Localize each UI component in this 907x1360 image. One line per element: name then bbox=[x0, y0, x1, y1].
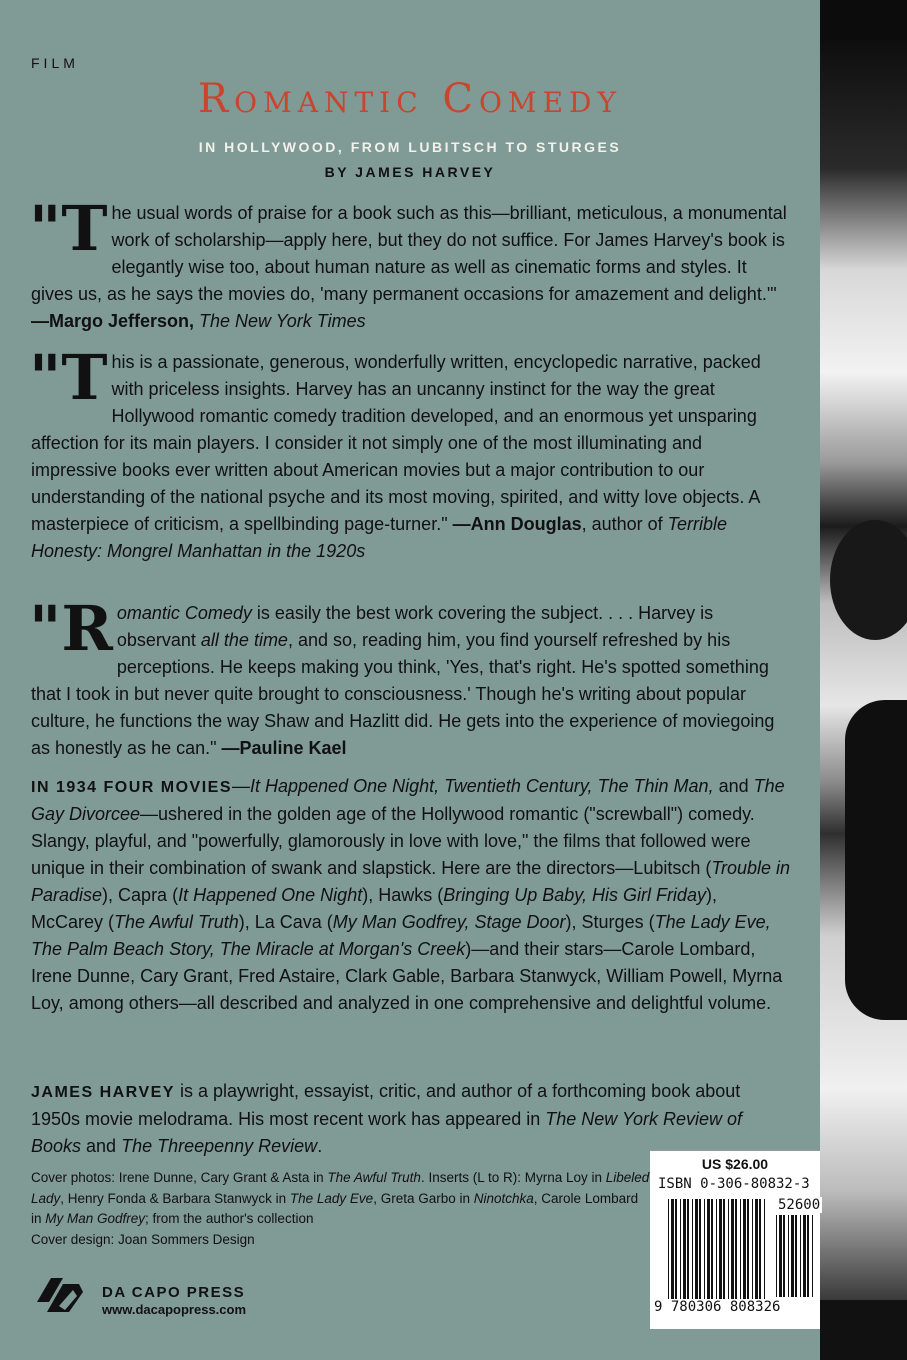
da-capo-logo-icon bbox=[33, 1272, 87, 1316]
book-title: Romantic Comedy bbox=[198, 76, 622, 122]
addon-barcode-bars bbox=[776, 1215, 816, 1297]
blurb-source: Terrible Honesty: Mongrel Manhattan in the 1920s bbox=[31, 514, 728, 561]
addon-code: 52600 bbox=[778, 1197, 821, 1213]
design-credit: Cover design: Joan Sommers Design bbox=[31, 1231, 255, 1247]
photo-shape bbox=[820, 1300, 907, 1360]
category-label: FILM bbox=[31, 55, 79, 71]
byline: BY JAMES HARVEY bbox=[324, 164, 496, 180]
cover-photo-strip bbox=[820, 0, 907, 1360]
blurb-attribution: —Margo Jefferson, bbox=[31, 311, 195, 331]
author-name: JAMES HARVEY bbox=[31, 1084, 175, 1101]
barcode-panel bbox=[650, 1150, 820, 1329]
isbn-number: ISBN 0-306-80832-3 bbox=[658, 1176, 810, 1192]
photo-gradient bbox=[820, 40, 907, 1320]
blurb-source: The New York Times bbox=[194, 311, 366, 331]
blurb-attribution: —Ann Douglas bbox=[452, 514, 582, 534]
quote-dropcap: "T bbox=[29, 192, 108, 265]
author-bio: JAMES HARVEY is a playwright, essayist, critic, and author of a forthcoming book about 1950s movie melodrama. His most recent work has appeared in The New York Review of Books and The Threepenny Review. bbox=[31, 1081, 743, 1156]
barcode-bars bbox=[668, 1199, 768, 1299]
publisher-name: DA CAPO PRESS bbox=[102, 1284, 246, 1301]
blurb-text: his is a passionate, generous, wonderfully written, encyclopedic narrative, packed with priceless insights. Harvey has an uncanny instinct for the way the great Hollywood romantic comedy tradition developed, and an enormous yet unsparing affection for its main players. I consider it not simply one of the most illuminating and impressive books ever written about American movies but a major contribution to our understanding of the national psyche and its most moving, spirited, and witty love objects. A masterpiece of criticism, a spellbinding page-turner." bbox=[31, 352, 761, 534]
quote-dropcap: "T bbox=[29, 341, 108, 414]
blurb-douglas: "T his is a passionate, generous, wonderfully written, encyclopedic narrative, packed with priceless insights. Harvey has an uncanny instinct for the way the great Hollywood romantic comedy tradition developed, and an enormous yet unsparing affection for its main players. I consider it not simply one of the most illuminating and impressive books ever written about American movies but a major contribution to our understanding of the national psyche and its most moving, spirited, and witty love objects. A masterpiece of criticism, a spellbinding page-turner." —Ann Douglas, author of Terrible Honesty: Mongrel Manhattan in the 1920s bbox=[29, 341, 761, 561]
book-subtitle: IN HOLLYWOOD, FROM LUBITSCH TO STURGES bbox=[198, 139, 622, 155]
photo-shape bbox=[845, 700, 907, 1020]
publisher-url: www.dacapopress.com bbox=[102, 1302, 247, 1317]
description-lead: IN 1934 FOUR MOVIES bbox=[31, 779, 232, 796]
blurb-jefferson bbox=[29, 192, 791, 335]
quote-dropcap: "R bbox=[29, 592, 113, 665]
ean-number: 9 780306 808326 bbox=[654, 1299, 781, 1315]
blurb-kael: "R omantic Comedy is easily the best work covering the subject. . . . Harvey is observant all the time, and so, reading him, you find yourself refreshed by his perceptions. He keeps making you think, 'Yes, that's right. He's spotted something that I took in but never quite brought to consciousness.' Though he's writing about popular culture, he functions the way Shaw and Hazlitt did. He gets into the experience of moviegoing as honestly as he can." —Pauline Kael bbox=[29, 592, 775, 758]
blurb-text: he usual words of praise for a book such as this—brilliant, meticulous, a monumental work of scholarship—apply here, but they do not suffice. For James Harvey's book is elegantly wise too, about human nature as well as cinematic forms and styles. It gives us, as he says the movies do, 'many permanent occasions for amazement and delight.'" bbox=[31, 203, 787, 304]
price-label: US $26.00 bbox=[701, 1156, 769, 1172]
photo-credits: Cover photos: Irene Dunne, Cary Grant & Asta in The Awful Truth. Inserts (L to R): Myrna Loy in Libeled Lady, Henry Fonda & Barbara Stanwyck in The Lady Eve, Greta Garbo in Ninotchka, Carole Lombard in My Man Godfrey; from the author's collection Cover design: Joan Sommers Design bbox=[31, 1170, 650, 1247]
blurb-attribution: —Pauline Kael bbox=[221, 738, 347, 758]
book-description: IN 1934 FOUR MOVIES—It Happened One Night, Twentieth Century, The Thin Man, and The Gay Divorcee—ushered in the golden age of the Hollywood romantic ("screwball") comedy. Slangy, playful, and "powerfully, glamorously in love with love," the films that followed were unique in their combination of swank and slapstick. Here are the directors—Lubitsch (Trouble in Paradise), Capra (It Happened One Night), Hawks (Bringing Up Baby, His Girl Friday), McCarey (The Awful Truth), La Cava (My Man Godfrey, Stage Door), Sturges (The Lady Eve, The Palm Beach Story, The Miracle at Morgan's Creek)—and their stars—Carole Lombard, Irene Dunne, Cary Grant, Fred Astaire, Clark Gable, Barbara Stanwyck, William Powell, Myrna Loy, among others—all described and analyzed in one comprehensive and delightful volume. bbox=[31, 776, 791, 1013]
